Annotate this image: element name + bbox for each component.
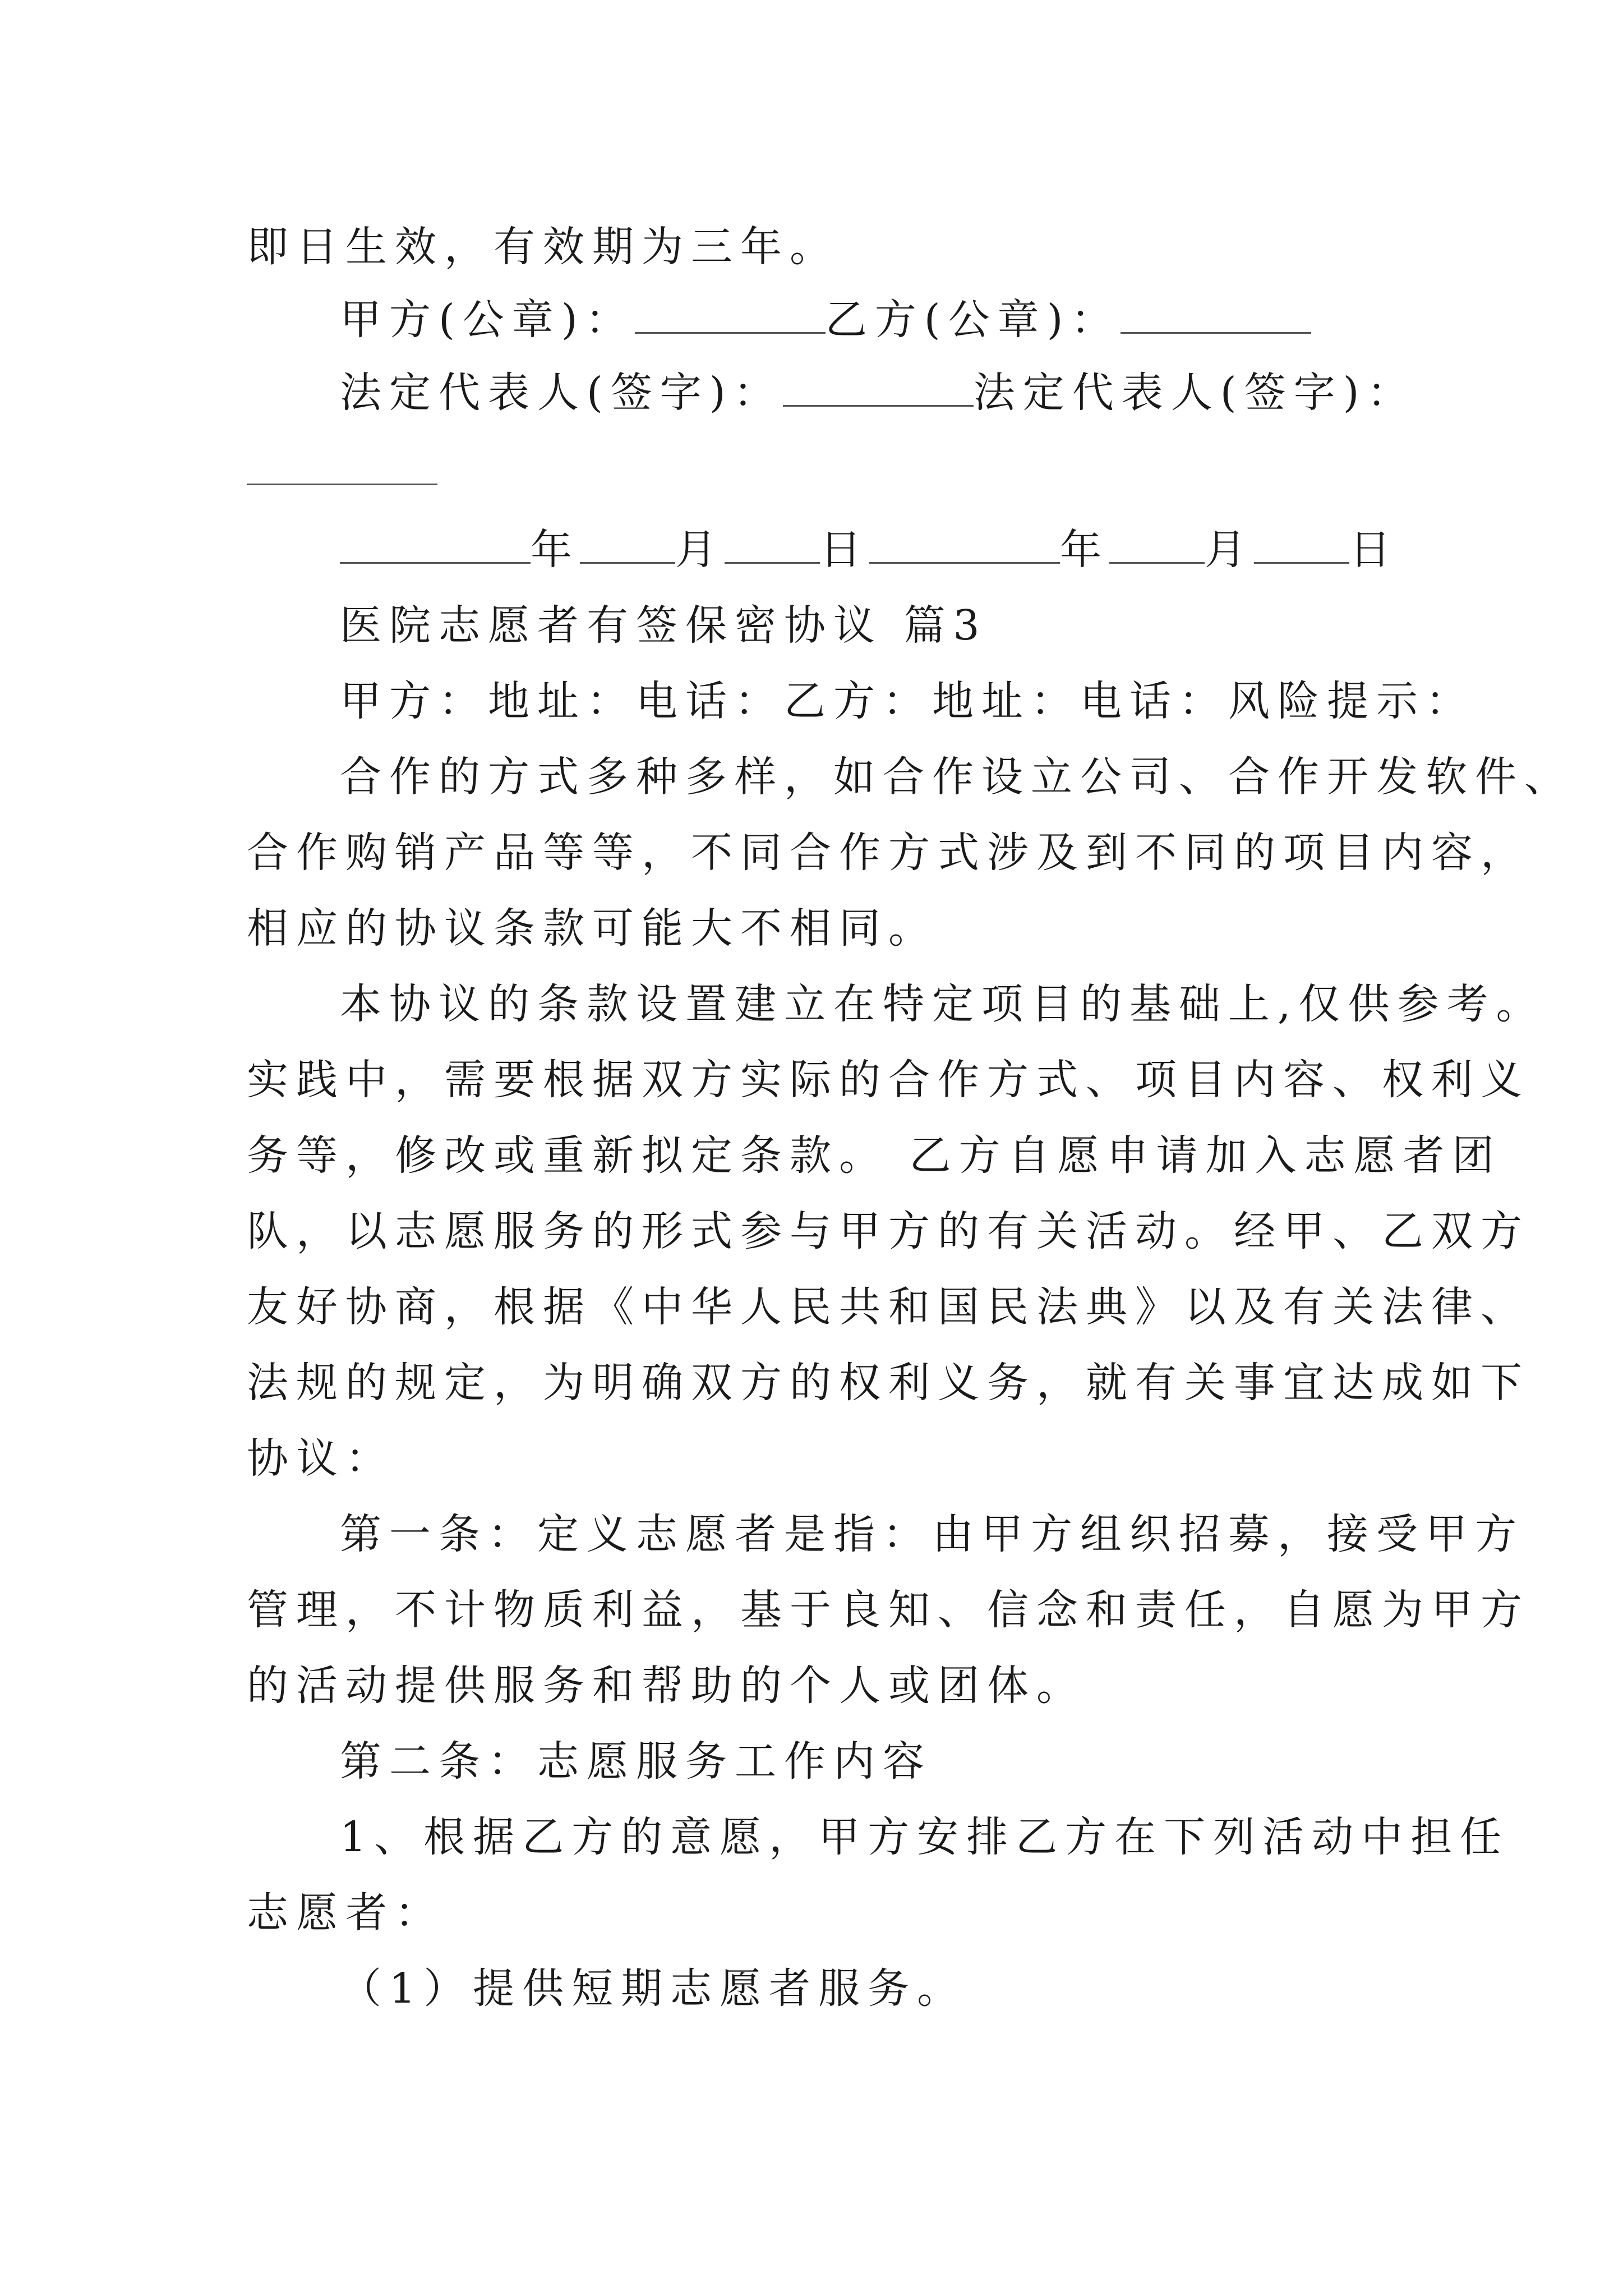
month-blank-b	[1109, 528, 1205, 564]
year-label-b: 年	[1060, 526, 1109, 574]
text-line-effective: 即日生效，有效期为三年。	[247, 223, 839, 271]
text-line: 管理，不计物质利益，基于良知、信念和责任，自愿为甲方	[247, 1586, 1530, 1634]
text-line-parties: 甲方：地址：电话：乙方：地址：电话：风险提示：	[340, 677, 1475, 725]
text-line: 协议：	[247, 1434, 395, 1483]
party-a-rep-label: 法定代表人(签字)：	[340, 369, 783, 417]
text-line: 实践中，需要根据双方实际的合作方式、项目内容、权利义	[247, 1056, 1530, 1104]
party-b-seal-blank	[1121, 298, 1311, 334]
party-a-seal-blank	[635, 298, 826, 334]
day-blank-b	[1254, 528, 1349, 564]
year-label-a: 年	[531, 526, 580, 574]
text-line: 相应的协议条款可能大不相同。	[247, 904, 938, 953]
party-b-rep-blank	[247, 484, 437, 485]
text-line: 合作的方式多种多样，如合作设立公司、合作开发软件、	[340, 753, 1574, 801]
party-b-rep-label: 法定代表人(签字)：	[973, 369, 1417, 417]
signature-row-seal	[340, 292, 1311, 348]
article-two: 第二条：志愿服务工作内容	[340, 1737, 932, 1786]
party-a-seal-label: 甲方(公章)：	[340, 296, 635, 344]
party-b-seal-label: 乙方(公章)：	[825, 296, 1121, 344]
list-item: （1）提供短期志愿者服务。	[340, 1964, 967, 2013]
text-line: 合作购销产品等等，不同合作方式涉及到不同的项目内容，	[247, 829, 1530, 877]
text-line: 务等，修改或重新拟定条款。 乙方自愿申请加入志愿者团	[247, 1131, 1502, 1180]
text-line: 队，以志愿服务的形式参与甲方的有关活动。经甲、乙双方	[247, 1207, 1530, 1255]
article-one: 第一条：定义志愿者是指：由甲方组织招募，接受甲方	[340, 1510, 1524, 1558]
text-line: 1、根据乙方的意愿，甲方安排乙方在下列活动中担任	[340, 1813, 1510, 1861]
day-label-b: 日	[1349, 526, 1399, 574]
month-blank-a	[580, 528, 675, 564]
month-label-b: 月	[1205, 526, 1254, 574]
day-blank-a	[725, 528, 820, 564]
text-line: 友好协商，根据《中华人民共和国民法典》以及有关法律、	[247, 1283, 1530, 1331]
signature-row-representative	[340, 365, 1417, 421]
section-heading: 医院志愿者有签保密协议 篇3	[340, 601, 988, 650]
party-a-rep-blank	[783, 371, 974, 407]
date-row	[340, 522, 1399, 578]
month-label-a: 月	[675, 526, 725, 574]
text-line: 志愿者：	[247, 1889, 444, 1937]
text-line: 的活动提供服务和帮助的个人或团体。	[247, 1662, 1086, 1710]
year-blank-a	[340, 528, 531, 564]
year-blank-b	[869, 528, 1060, 564]
text-line: 本协议的条款设置建立在特定项目的基础上,仅供参考。	[340, 980, 1546, 1028]
day-label-a: 日	[820, 526, 869, 574]
text-line: 法规的规定，为明确双方的权利义务，就有关事宜达成如下	[247, 1359, 1530, 1407]
